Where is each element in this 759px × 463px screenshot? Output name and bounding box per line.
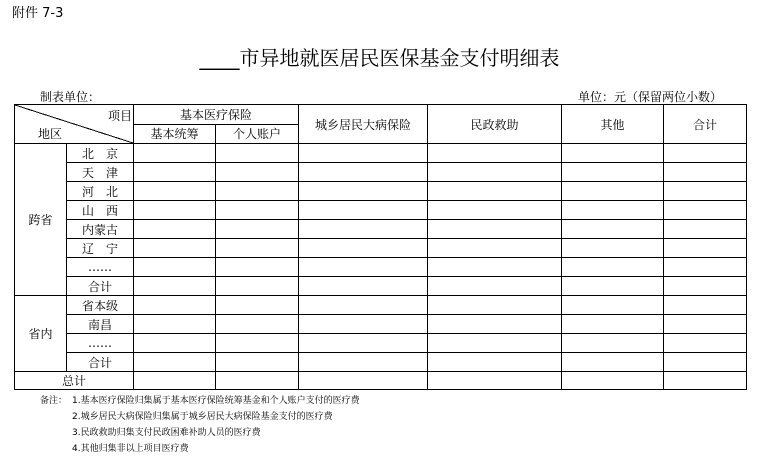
header-region: 地区 (38, 126, 63, 141)
note-item: 4.其他归集非以上项目医疗费 (72, 444, 189, 454)
unit-label: 单位：元（保留两位小数） (578, 90, 723, 104)
notes-label: 备注： (40, 396, 68, 406)
attachment-label: 附件 7-3 (12, 6, 64, 21)
row-label-inner-mongolia: 内蒙古 (81, 222, 118, 237)
header-basic-insurance: 基本医疗保险 (179, 108, 252, 122)
form-maker-label: 制表单位： (40, 90, 101, 104)
group-label-in-province: 省内 (28, 327, 53, 341)
row-label-liaoning: 辽 宁 (81, 241, 118, 256)
page-title: ____市异地就医居民医保基金支付明细表 (199, 46, 560, 70)
group-label-cross-province: 跨省 (28, 213, 53, 227)
row-label-in-subtotal: 合计 (87, 355, 112, 370)
header-civil-aid: 民政救助 (470, 117, 519, 132)
header-total: 合计 (692, 117, 717, 132)
row-label-shanxi: 山 西 (81, 203, 118, 218)
header-serious-illness: 城乡居民大病保险 (314, 117, 411, 132)
note-item: 3.民政救助归集支付民政困难补助人员的医疗费 (72, 428, 261, 438)
row-label-beijing: 北 京 (81, 146, 118, 161)
row-label-hebei: 河 北 (81, 184, 118, 199)
note-item: 1.基本医疗保险归集属于基本医疗保险统筹基金和个人账户支付的医疗费 (72, 396, 360, 406)
row-label-ellipsis: …… (88, 260, 112, 274)
row-label-provincial-level: 省本级 (81, 298, 118, 313)
note-item: 2.城乡居民大病保险归集属于城乡居民大病保险基金支付的医疗费 (72, 412, 333, 422)
row-label-cross-subtotal: 合计 (87, 279, 112, 294)
header-basic-pooled: 基本统筹 (150, 127, 199, 141)
row-label-tianjin: 天 津 (81, 165, 118, 180)
header-other: 其他 (600, 117, 625, 132)
header-personal-account: 个人账户 (232, 127, 281, 141)
row-label-nanchang: 南昌 (87, 317, 112, 332)
row-label-grand-total: 总计 (61, 374, 86, 388)
row-label-ellipsis: …… (88, 336, 112, 350)
header-item: 项目 (107, 108, 132, 123)
